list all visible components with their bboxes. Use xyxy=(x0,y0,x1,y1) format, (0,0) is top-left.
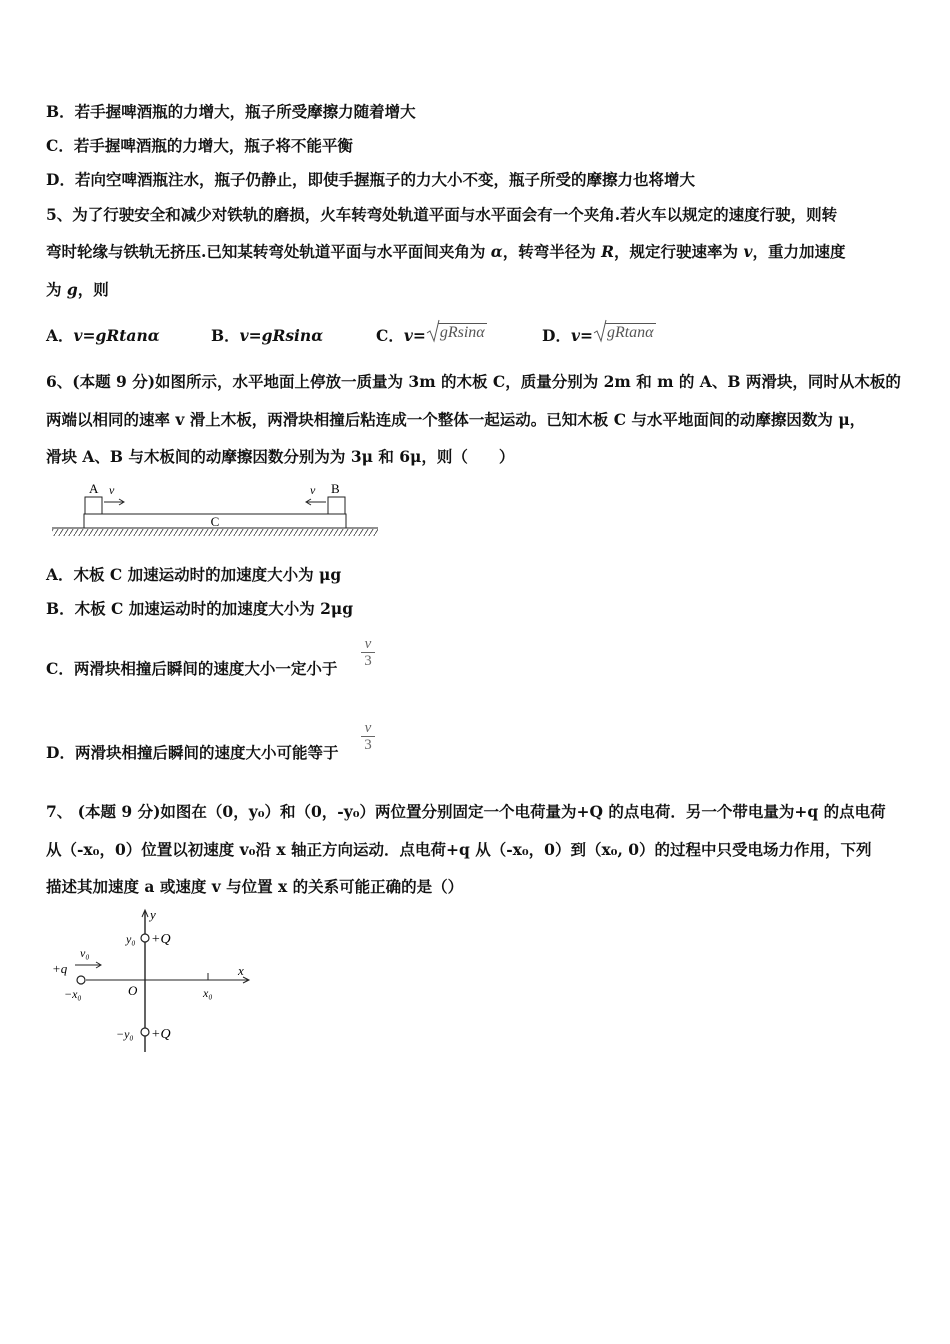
sqrt-expression: gRtanα xyxy=(593,323,656,343)
q4-option-b: B．若手握啤酒瓶的力增大，瓶子所受摩擦力随着增大 xyxy=(46,102,416,121)
bottom-y0-label: −y₀ xyxy=(116,1027,134,1041)
top-charge xyxy=(141,934,149,942)
q7-stem-line2: 从（-x₀，0）位置以初速度 v₀沿 x 轴正方向运动．点电荷+q 从（-x₀，0）到（x₀, 0）的过程中只受电场力作用，下列 xyxy=(46,840,872,859)
q5-option-a: A．v=gRtanα xyxy=(46,326,160,345)
bottom-charge xyxy=(141,1028,149,1036)
y-axis-label: y xyxy=(150,907,156,922)
q6-option-d: D．两滑块相撞后瞬间的速度大小可能等于 xyxy=(46,743,339,762)
block-b-velocity-label: v xyxy=(310,483,316,497)
q5-stem-line3: 为 g，则 xyxy=(46,280,109,299)
moving-charge xyxy=(77,976,85,984)
x0-label: x₀ xyxy=(203,986,213,1000)
block-a-label: A xyxy=(89,481,99,496)
bottom-charge-label: +Q xyxy=(151,1027,171,1042)
fraction-v-over-3: $\frac{v}{3}$ xyxy=(361,636,375,669)
q7-stem-line1: 7、 (本题 9 分)如图在（0，y₀）和（0，-y₀）两位置分别固定一个电荷量为+Q 的点电荷．另一个带电量为+q 的点电荷 xyxy=(46,802,886,821)
q6-stem-line3: 滑块 A、B 与木板间的动摩擦因数分别为为 3μ 和 6μ，则（ ） xyxy=(46,447,515,466)
v0-label: v₀ xyxy=(80,946,90,960)
q5-option-b: B．v=gRsinα xyxy=(211,326,324,345)
q6-option-b: B．木板 C 加速运动时的加速度大小为 2μg xyxy=(46,599,354,618)
q5-option-d: D．v= gRtanα xyxy=(542,322,656,343)
neg-x0-label: −x₀ xyxy=(64,987,82,1001)
q6-stem-line2: 两端以相同的速率 v 滑上木板，两滑块相撞后粘连成一个整体一起运动。已知木板 C 与水平地面间的动摩擦因数为 μ， xyxy=(46,410,866,429)
q5-stem-line1: 5、为了行驶安全和减少对铁轨的磨损，火车转弯处轨道平面与水平面会有一个夹角.若火车以规定的速度行驶，则转 xyxy=(46,205,838,224)
moving-charge-label: +q xyxy=(52,961,68,976)
q4-option-c: C．若手握啤酒瓶的力增大，瓶子将不能平衡 xyxy=(46,136,353,155)
fraction-v-over-3: $\frac{v}{3}$ xyxy=(361,720,375,753)
board-c-label: C xyxy=(210,514,220,529)
q6-option-c: C．两滑块相撞后瞬间的速度大小一定小于 xyxy=(46,659,338,678)
top-y0-label: y₀ xyxy=(126,932,136,946)
block-b xyxy=(328,497,345,514)
q5-option-c: C．v= gRsinα xyxy=(376,322,487,343)
q6-option-a: A．木板 C 加速运动时的加速度大小为 μg xyxy=(46,565,342,584)
q7-charge-figure xyxy=(48,905,258,1057)
q4-option-d: D．若向空啤酒瓶注水，瓶子仍静止，即使手握瓶子的力大小不变，瓶子所受的摩擦力也将增大 xyxy=(46,170,695,189)
q6-stem-line1: 6、(本题 9 分)如图所示，水平地面上停放一质量为 3m 的木板 C，质量分别为 2m 和 m 的 A、B 两滑块，同时从木板的 xyxy=(46,372,901,391)
q7-stem-line3: 描述其加速度 a 或速度 v 与位置 x 的关系可能正确的是（） xyxy=(46,877,464,896)
q5-stem-line2: 弯时轮缘与铁轨无挤压.已知某转弯处轨道平面与水平面间夹角为 α，转弯半径为 R，规定行驶速率为 v，重力加速度 xyxy=(46,242,846,261)
ground-hatch xyxy=(52,529,378,536)
block-a-velocity-label: v xyxy=(109,483,115,497)
top-charge-label: +Q xyxy=(151,932,171,947)
q6-board-figure xyxy=(50,478,382,540)
block-a xyxy=(85,497,102,514)
origin-label: O xyxy=(128,983,138,998)
block-b-label: B xyxy=(331,481,340,496)
sqrt-expression: gRsinα xyxy=(426,323,487,343)
x-axis-label: x xyxy=(238,963,244,978)
